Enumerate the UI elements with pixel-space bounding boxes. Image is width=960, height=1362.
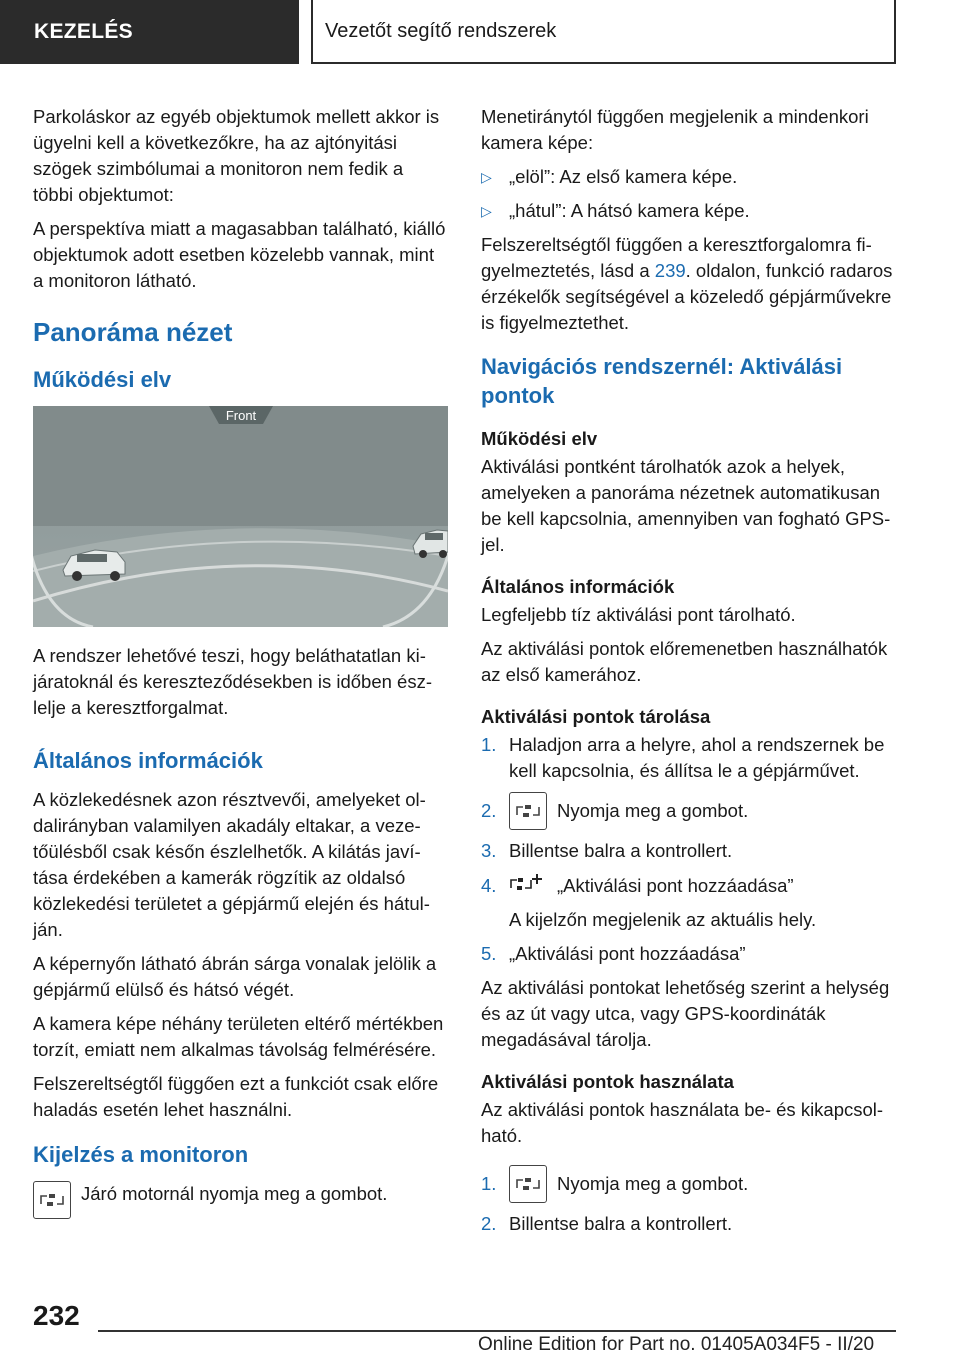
paragraph: Legfeljebb tíz aktiválási pont tárolható. (481, 604, 796, 625)
edition-note: Online Edition for Part no. 01405A034F5 - II/20 (478, 1334, 875, 1355)
list-item: ▷ „hátul”: A hátsó kamera képe. (481, 198, 897, 224)
paragraph: A rendszer lehetővé teszi, hogy beláthatatlan kijáratoknál és kereszteződésekben is időben észlelje a keresztforgalmat. (33, 645, 433, 718)
paragraph: A kijelzőn megjelenik az aktuális hely. (509, 909, 817, 930)
paragraph: Az aktiválási pontokat lehetőség szerint a helység és az út vagy utca, vagy GPS-koordináták megadásával tárolja. (481, 977, 890, 1050)
list-item: 1. Nyomja meg a gombot. (481, 1165, 897, 1203)
heading-mukodes: Működési elv (33, 367, 172, 392)
paragraph: A képernyőn látható ábrán sárga vonalak jelölik a gépjármű elülső és hátsó végét. (33, 953, 437, 1000)
heading-hasznalat: Aktiválási pontok használata (481, 1071, 734, 1092)
image-front-label: Front (225, 408, 257, 423)
paragraph: Felszereltségtől függően a keresztforgalomra figyelmeztetés, lásd a 239. oldalon, funkció radaros érzékelők segítségével a közeledő gépjárművekre is figyelmeztethet. (481, 234, 893, 333)
instruction-row (33, 1181, 448, 1219)
heading-altalanos: Általános információk (481, 576, 675, 597)
bullet-icon: ▷ (481, 203, 492, 219)
paragraph: Parkoláskor az egyéb objektumok mellett akkor is ügyelni kell a következőkre, ha az ajtónyitási szögek szimbólumai a monitoron nem fedik a többi objektumot: (33, 106, 440, 205)
heading-mukodes: Működési elv (481, 428, 598, 449)
camera-button-icon (33, 1181, 71, 1219)
camera-button-icon (509, 1165, 547, 1203)
footer-divider (98, 1330, 896, 1332)
camera-button-icon (509, 792, 547, 830)
heading-panorama: Panoráma nézet (33, 317, 233, 347)
left-column (33, 104, 448, 1219)
paragraph: A perspektíva miatt a magasabban található, kiálló objektumok adott esetben közelebb vannak, mint a monitoron látható. (33, 218, 446, 291)
heading-kijelzes: Kijelzés a monitoron (33, 1142, 249, 1167)
paragraph: Járó motornál nyomja meg a gombot. (81, 1183, 388, 1204)
chapter-title: Vezetőt segítő rendszerek (325, 19, 557, 42)
paragraph: A kamera képe néhány területen eltérő mértékben torzít, emiatt nem alkalmas távolság felmérésére. (33, 1013, 444, 1060)
paragraph: A közlekedésnek azon résztvevői, amelyeket oldalirányban valamilyen akadály eltakar, a vezetőülésből csak későn észlelhetők. A kilátás javítása érdekében a kamerák rögzítik az oldalsó közlekedési területet a gépjármű elején és hátulján. (33, 789, 430, 940)
paragraph: Menetiránytól függően megjelenik a mindenkori kamera képe: (481, 106, 869, 153)
list-item: 1. Haladjon arra a helyre, ahol a rendszernek be kell kapcsolnia, és állítsa le a gépjárművet. (481, 734, 885, 781)
list-item: ▷ „elöl”: Az első kamera képe. (481, 164, 897, 190)
list-item: 4. „Aktiválási pont hozzáadása” (481, 872, 897, 899)
list-item: 5. „Aktiválási pont hozzáadása” (481, 943, 746, 964)
section-title: KEZELÉS (34, 20, 133, 43)
right-column (481, 104, 897, 1245)
page-number: 232 (33, 1300, 80, 1331)
paragraph: Aktiválási pontként tárolhatók azok a helyek, amelyeken a panoráma nézetnek automatikusan be kell kapcsolnia, amennyiben van fogható GPS-jel. (481, 456, 891, 555)
panorama-camera-image (33, 406, 448, 627)
paragraph: Az aktiválási pontok előremenetben használhatók az első kamerához. (481, 638, 888, 685)
heading-tarolas: Aktiválási pontok tárolása (481, 706, 711, 727)
paragraph: Az aktiválási pontok használata be- és kikapcsolható. (481, 1099, 884, 1146)
paragraph: Felszereltségtől függően ezt a funkciót csak előre haladás esetén lehet használni. (33, 1073, 439, 1120)
list-item: 2. Billentse balra a kontrollert. (481, 1213, 733, 1234)
page-link[interactable]: 239 (654, 260, 686, 281)
bullet-icon: ▷ (481, 169, 492, 185)
chapter-header (311, 0, 896, 64)
heading-navigacio: Navigációs rendszernél: Aktiválási pontok (481, 354, 843, 408)
section-header (0, 0, 299, 64)
list-item: 2. Nyomja meg a gombot. (481, 792, 897, 830)
heading-altalanos: Általános információk (33, 748, 263, 773)
list-item: 3. Billentse balra a kontrollert. (481, 840, 733, 861)
add-activation-point-icon (509, 872, 549, 899)
